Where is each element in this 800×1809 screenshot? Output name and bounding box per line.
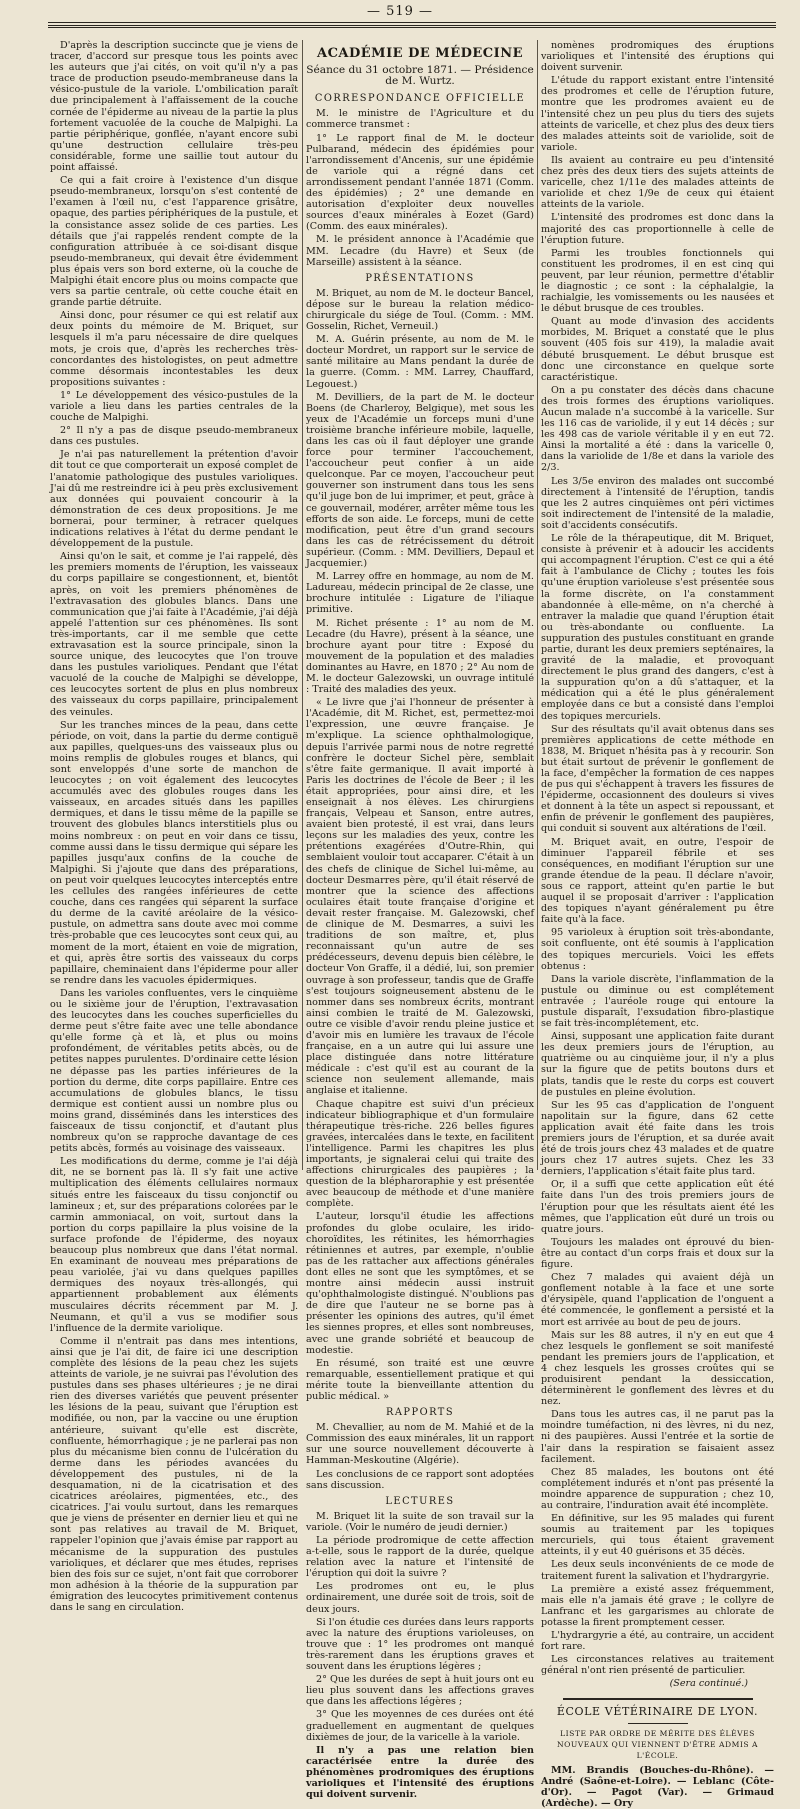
paragraph: 95 varioleux à éruption soit très-abondante, soit confluente, ont été soumis à l'application des topiques mercuriels. Voici les effets obtenus : <box>541 927 774 972</box>
paragraph: Les circonstances relatives au traitement général n'ont rien présenté de particulier. <box>541 1654 774 1677</box>
subheading-lectures: LECTURES <box>385 1495 455 1507</box>
paragraph: M. Briquet avait, en outre, l'espoir de diminuer l'appareil fébrile et ses conséquences, en modifiant l'éruption sur une grande étendue de la peau. Il déclare n'avoir, sous ce rapport, atteint qu'en partie le but auquel il se proposait d'arriver : l'application des topiques n'ayant généralement pu être faite qu'à la face. <box>541 836 774 926</box>
paragraph: Si l'on étudie ces durées dans leurs rapports avec la nature des éruptions varioleuses, on trouve que : 1° les prodromes ont manqué très-rarement dans les éruptions graves et souvent dans les éruptions légères ; <box>306 1616 534 1673</box>
paragraph: L'intensité des prodromes est donc dans la majorité des cas proportionnelle à celle de l'éruption future. <box>541 212 774 246</box>
paragraph: Mais sur les 88 autres, il n'y en eut que 4 chez lesquels le gonflement se soit manifesté pendant les premiers jours de l'application, et 4 chez lesquels les grosses croûtes qui se produisirent pendant la dessiccation, déterminèrent le gonflement des lèvres et du nez. <box>541 1329 774 1408</box>
paragraph: Ainsi, supposant une application faite durant les deux premiers jours de l'éruption, au quatrième ou au cinquième jour, il n'y a plus sur la figure que de petits boutons durs et plats, tandis que le reste du corps est couvert de pustules en pleine évolution. <box>541 1031 774 1098</box>
paragraph: Ils avaient au contraire eu peu d'intensité chez près des deux tiers des sujets atteints de varicelle, chez 1/11e des malades atteints de variolide et chez 1/9e de ceux qui étaient atteints de la variole. <box>541 154 774 211</box>
paragraph: M. Larrey offre en hommage, au nom de M. Ladureau, médecin principal de 2e classe, une brochure intitulée : Ligature de l'iliaque primitive. <box>306 571 534 616</box>
paragraph: Ainsi qu'on le sait, et comme je l'ai rappelé, dès les premiers moments de l'éruption, les vaisseaux du corps papillaire se congestionnent, et, bientôt après, on voit les premiers phénomènes de l'extravasation des globules blancs. Dans une communication que j'ai faite à l'Académie, j'ai déjà appelé l'attention sur ces phénomènes. Ils sont très-importants, car il me semble que cette extravasation est la source principale, sinon la source unique, des leucocytes que l'on trouve dans les pustules varioliques. Pendant que l'état vacuolé de la couche de Malpighi se développe, ces leucocytes sortent de plus en plus nombreux des vaisseaux du corps papillaire, principalement des veinules. <box>50 551 298 718</box>
paragraph: Toujours les malades ont éprouvé du bien-être au contact d'un corps frais et doux sur la figure. <box>541 1236 774 1271</box>
section-title: ACADÉMIE DE MÉDECINE <box>316 46 523 61</box>
paragraph: Dans les varioles confluentes, vers le cinquième ou le sixième jour de l'éruption, l'extravasation des leucocytes dans les couches superficielles du derme peut s'être faite avec une telle abondance qu'elle forme çà et là, et plus ou moins profondément, de véritables petits abcès, ou de petites nappes purulentes. D'ordinaire cette lésion ne dépasse pas les parties inférieures de la portion du derme, dite corps papillaire. Entre ces accumulations de globules blancs, le tissu dermique est contient aussi un nombre plus ou moins grand, disséminés dans les interstices des faisceaux de tissu conjonctif, et d'autant plus nombreux qu'on se rapproche davantage de ces petits abcès, formés au voisinage des vaisseaux. <box>50 987 298 1155</box>
paragraph: Sur les tranches minces de la peau, dans cette période, on voit, dans la partie du derme contiguë aux papilles, quelques-uns des vaisseaux plus ou moins remplis de globules rouges et blancs, qui sont enveloppés d'une sorte de manchon de leucocytes ; on voit également des leucocytes accumulés avec des globules rouges dans les vaisseaux, en arcades situés dans les papilles dermiques, et dans le tissu même de la papille se trouvent des globules blancs interstitiels plus ou moins nombreux : on peut en voir dans ce tissu, comme aussi dans le tissu dermique qui sépare les papilles jusqu'aux confins de la couche de Malpighi. Si j'ajoute que dans des préparations, on peut voir quelques leucocytes interceptés entre les cellules des rangées inférieures de cette couche, dans ces rangées qui séparent la surface du derme de la cavité aréolaire de la vésico-pustule, on admettra sans doute avec moi comme très-probable que ces leucocytes sont ceux qui, au moment de la mort, étaient en voie de migration, et qui, après être sortis des vaisseaux du corps papillaire, cheminaient dans l'épiderme pour aller se rendre dans les vacuoles épidermiques. <box>50 719 298 986</box>
school-title: ÉCOLE VÉTÉRINAIRE DE LYON. <box>556 1704 759 1718</box>
paragraph: M. le président annonce à l'Académie que MM. Lecadre (du Havre) et Seux (de Marseille) assistent à la séance. <box>306 234 534 268</box>
paragraph: Les modifications du derme, comme je l'ai déjà dit, ne se bornent pas là. Il s'y fait une active multiplication des éléments cellulaires normaux situés entre les faisceaux du tissu conjonctif ou lamineux ; et, sur des préparations colorées par le carmin ammoniacal, on voit, surtout dans la portion du corps papillaire la plus voisine de la surface profonde de l'épiderme, des noyaux beaucoup plus nombreux que dans l'état normal. En examinant de nouveau mes préparations de peau variolée, j'ai vu dans quelques papilles dermiques des noyaux très-allongés, qui appartiennent probablement aux éléments musculaires décrits récemment par M. J. Neumann, et qu'il a vus se modifier sous l'influence de la dermite variolique. <box>50 1156 298 1334</box>
subheading-presentations: PRÉSENTATIONS <box>365 272 475 284</box>
paragraph: M. Richet présente : 1° au nom de M. Lecadre (du Havre), présent à la séance, une brochure ayant pour titre : Exposé du mouvement de la population et des maladies dominantes au Havre, en 1870 ; 2° Au nom de M. le docteur Galezowski, un ouvrage intitulé : Traité des maladies des yeux. <box>306 617 534 696</box>
paragraph: M. A. Guérin présente, au nom de M. le docteur Mordret, un rapport sur le service de santé militaire au Mans pendant la durée de la guerre. (Comm. : MM. Larrey, Chauffard, Legouest.) <box>306 334 534 390</box>
paragraph: Or, il a suffi que cette application eût été faite dans l'un des trois premiers jours de l'éruption pour que les résultats aient été les mêmes, que l'application eût duré un trois ou quatre jours. <box>541 1179 774 1235</box>
paragraph: M. Chevallier, au nom de M. Mahié et de la Commission des eaux minérales, lit un rapport sur une source nouvellement découverte à Hamman-Meskoutine (Algérie). <box>306 1422 534 1467</box>
school-subtitle: LISTE PAR ORDRE DE MÉRITE DES ÉLÈVES NOUVEAUX QUI VIENNENT D'ÊTRE ADMIS A L'ÉCOLE. <box>557 1728 758 1760</box>
middle-column <box>306 40 534 1801</box>
paragraph: 3° Que les moyennes de ces durées ont été graduellement en augmentant de quelques dixièmes de jour, de la varicelle à la variole. <box>306 1709 534 1743</box>
paragraph: Les conclusions de ce rapport sont adoptées sans discussion. <box>306 1468 534 1491</box>
column-divider <box>537 40 538 1170</box>
title-rule <box>628 1723 688 1724</box>
paragraph: 1° Le développement des vésico-pustules de la variole a lieu dans les parties centrales de la couche de Malpighi. <box>50 389 298 424</box>
column-divider <box>302 40 303 1170</box>
paragraph: Ce qui a fait croire à l'existence d'un disque pseudo-membraneux, lorsqu'on s'est contenté de l'examen à l'œil nu, c'est l'apparence grisâtre, opaque, des parties périphériques de la pustule, et la consistance assez solide de ces parties. Les détails que j'ai rappelés rendent compte de la configuration attribuée à ce soi-disant disque pseudo-membraneux, qui devait être évidemment plus épais vers son bord externe, où la couche de Malpighi était encore plus ou moins compacte que vers sa partie centrale, où cette couche était en grande partie détruite. <box>50 175 299 309</box>
section-rule <box>563 1698 753 1700</box>
paragraph: L'auteur, lorsqu'il étudie les affections profondes du globe oculaire, les irido-choroïdites, les rétinites, les hémorrhagies rétiniennes et autres, par exemple, n'oublie pas de les rattacher aux affections générales dont elles ne sont que les symptômes, et se montre ainsi médecin aussi instruit qu'ophthalmologiste distingué. N'oublions pas de dire que l'auteur ne se borne pas à présenter les opinions des autres, qu'il émet les siennes propres, et elles sont nombreuses, avec une grande sobriété et beaucoup de modestie. <box>306 1211 534 1356</box>
paragraph: Chez 7 malades qui avaient déjà un gonflement notable à la face et une sorte d'érysipèle, quand l'application de l'onguent a été commencée, le gonflement a persisté et la mort est arrivée au bout de peu de jours. <box>541 1272 774 1328</box>
paragraph: 2° Il n'y a pas de disque pseudo-membraneux dans ces pustules. <box>50 425 298 448</box>
paragraph: D'après la description succincte que je viens de tracer, d'accord sur presque tous les points avec les auteurs que j'ai cités, on voit qu'il n'y a pas trace de production pseudo-membraneuse dans la vésico-pustule de la variole. L'ombilication paraît due principalement à l'affaissement de la couche cornée de l'épiderme au niveau de la partie la plus fortement vacuolée de la couche de Malpighi. La partie périphérique, gonflée, n'ayant encore subi qu'une destruction cellulaire très-peu considérable, forme une saillie tout autour du point affaissé. <box>50 40 298 174</box>
paragraph: Ainsi donc, pour résumer ce qui est relatif aux deux points du mémoire de M. Briquet, sur lesquels il m'a paru nécessaire de dire quelques mots, je crois que, d'après les recherches très-concordantes des histologistes, on peut admettre comme désormais incontestables les deux propositions suivantes : <box>50 310 298 388</box>
right-column <box>541 40 774 1809</box>
paragraph: Je n'ai pas naturellement la prétention d'avoir dit tout ce que comporterait un exposé complet de l'anatomie pathologique des pustules varioliques. J'ai dû me restreindre ici à peu près exclusivement aux données qui pouvaient concourir à la démonstration de ces deux propositions. Je me bornerai, pour terminer, à retracer quelques indications relatives à l'état du derme pendant le développement de la pustule. <box>50 449 298 550</box>
paragraph: Les 3/5e environ des malades ont succombé directement à l'intensité de l'éruption, tandis que les 2 autres cinquièmes ont péri victimes soit indirectement de l'intensité de la maladie, soit d'accidents consécutifs. <box>541 475 774 531</box>
paragraph: Chaque chapitre est suivi d'un précieux indicateur bibliographique et d'un formulaire thérapeutique très-riche. 226 belles figures gravées, intercalées dans le texte, en facilitent l'intelligence. Parmi les chapitres les plus importants, je signalerai celui qui traite des affections chirurgicales des paupières ; la question de la blépharoraphie y est présentée avec beaucoup de méthode et d'une manière complète. <box>306 1098 534 1210</box>
continued-note: (Sera continué.) <box>669 1678 748 1690</box>
paragraph: Sur des résultats qu'il avait obtenus dans ses premières applications de cette méthode en 1838, M. Briquet n'hésita pas à y recourir. Son but était surtout de prévenir le gonflement de la face, d'empêcher la formation de ces nappes de pus qui s'échappent à travers les fissures de l'épiderme, occasionnent des douleurs si vives et donnent à la tête un aspect si repoussant, et enfin de prévenir le gonflement des paupières, qui conduit si souvent aux altérations de l'œil. <box>541 723 774 835</box>
paragraph: Les prodromes ont eu, le plus ordinairement, une durée soit de trois, soit de deux jours. <box>306 1581 534 1615</box>
paragraph: Les deux seuls inconvénients de ce mode de traitement furent la salivation et l'hydrargyrie. <box>541 1559 774 1582</box>
paragraph: M. Devilliers, de la part de M. le docteur Boens (de Charleroy, Belgique), met sous les yeux de l'Académie un forceps muni d'une troisième branche inférieure mobile, laquelle, dans les cas où il faut déployer une grande force pour terminer l'accouchement, l'accoucheur peut confier à un aide quelconque. Par ce moyen, l'accoucheur peut gouverner son instrument dans tous les sens qu'il juge bon de lui imprimer, et peut, grâce à ce gouvernail, modérer, arrêter même tous les efforts de son aide. Le forceps, muni de cette modification, peut être d'un grand secours dans les cas de rétrécissement du détroit supérieur. (Comm. : MM. Devilliers, Depaul et Jacquemier.) <box>306 391 534 570</box>
paragraph: nomènes prodromiques des éruptions varioliques et l'intensité des éruptions qui doivent survenir. <box>541 40 774 74</box>
paragraph: Dans tous les autres cas, il ne parut pas la moindre tuméfaction, ni des lèvres, ni du nez, ni des paupières. Aussi l'entrée et la sortie de l'air dans la respiration se faisaient assez facilement. <box>541 1409 774 1465</box>
paragraph: Le rôle de la thérapeutique, dit M. Briquet, consiste à prévenir et à adoucir les accidents qui accompagnent l'éruption. C'est ce qui a été fait à l'ambulance de Clichy ; toutes les fois qu'une éruption varioleuse s'est présentée sous la forme discrète, on l'a constamment abandonnée à elle-même, on n'a cherché à entraver la maladie que quand l'éruption était ou très-abondante ou confluente. La suppuration des pustules constituant en grande partie, durant les deux premiers septénaires, la gravité de la maladie, et provoquant directement le plus grand des dangers, c'est à la suppuration qu'on a dû s'attaquer, et la médication qui a été le plus généralement employée dans ce but a consisté dans l'emploi des topiques mercuriels. <box>541 533 774 722</box>
paragraph: Chez 85 malades, les boutons ont été complétement indurés et n'ont pas présenté la moindre apparence de suppuration ; chez 10, au contraire, l'induration avait été incomplète. <box>541 1466 774 1511</box>
paragraph: « Le livre que j'ai l'honneur de présenter à l'Académie, dit M. Richet, est, permettez-moi l'expression, une œuvre française. Je m'explique. La science ophthalmologique, depuis l'arrivée parmi nous de notre regretté confrère le docteur Sichel père, semblait s'être faite germanique. Il avait importé à Paris les doctrines de l'école de Beer ; il les était appropriées, pour ainsi dire, et les enseignait à nos élèves. Les chirurgiens français, Velpeau et Sanson, entre autres, avaient bien protesté, il est vrai, dans leurs leçons sur les maladies des yeux, contre les prétentions exagérées d'Outre-Rhin, qui semblaient vouloir tout accaparer. C'était à un des chefs de clinique de Sichel lui-même, au docteur Desmarres père, qu'il était réservé de montrer que la science des affections oculaires était toute française d'origine et devait rester française. M. Galezowski, chef de clinique de M. Desmarres, a suivi les traditions de son maître, et, plus reconnaissant qu'un autre de ses prédécesseurs, devenu depuis bien célèbre, le docteur Von Graffe, il a dédié, lui, son premier ouvrage à son professeur, tandis que de Graffe s'est toujours soigneusement abstenu de le nommer dans ses nombreux écrits, montrant ainsi combien le traité de M. Galezowski, outre ce visible d'avoir rendu pleine justice et d'avoir mis en lumière les travaux de l'école française, en a un autre qui lui assure une place distinguée dans notre littérature médicale : c'est qu'il est au courant de la science non seulement allemande, mais anglaise et italienne. <box>306 697 534 1097</box>
left-column <box>50 40 299 1614</box>
subheading-reports: RAPPORTS <box>385 1407 455 1419</box>
paragraph: M. le ministre de l'Agriculture et du commerce transmet : <box>306 108 534 131</box>
paragraph: L'hydrargyrie a été, au contraire, un accident fort rare. <box>541 1630 774 1653</box>
paragraph: Comme il n'entrait pas dans mes intentions, ainsi que je l'ai dit, de faire ici une description complète des lésions de la peau chez les sujets atteints de variole, je ne suivrai pas l'évolution des pustules dans ses phases ultérieures ; je ne dirai rien des diverses variétés que peuvent présenter les lésions de la peau, suivant que l'éruption est modifiée, ou non, par la vaccine ou une éruption antérieure, suivant qu'elle est discrète, confluente, hémorrhagique ; je ne parlerai pas non plus du mécanisme bien connu de l'ulcération du derme dans les périodes avancées du développement des pustules, ni de la desquamation, ni de la cicatrisation et des cicatrices aréolaires, pigmentées, etc., des cicatrices. J'ai voulu surtout, dans les remarques que je viens de présenter en dernier lieu et qui ne sont pas relatives au travail de M. Briquet, rappeler l'opinion que j'avais émise par rapport au mécanisme de la suppuration des pustules varioliques, et déclarer que mes études, reprises bien des fois sur ce sujet, n'ont fait que corroborer mon adhésion à la théorie de la suppuration par émigration des leucocytes primitivement contenus dans le sang en circulation. <box>50 1335 298 1614</box>
header-rule <box>48 22 776 28</box>
paragraph: L'étude du rapport existant entre l'intensité des prodromes et celle de l'éruption future, montre que les prodromes avaient eu de l'intensité chez un peu plus du tiers des sujets atteints de varicelle, et chez plus des deux tiers des malades atteints soit de variolide, soit de variole. <box>541 75 774 153</box>
page-number: — 519 — <box>366 4 434 19</box>
paragraph: Parmi les troubles fonctionnels qui constituent les prodromes, il en est cinq qui peuvent, par leur réunion, permettre d'établir le diagnostic ; ce sont : la céphalalgie, la rachialgie, les vomissements ou les nausées et le début brusque de ces troubles. <box>541 247 774 315</box>
paragraph: En résumé, son traité est une œuvre remarquable, essentiellement pratique et qui mérite toute la bienveillante attention du public médical. » <box>306 1357 534 1402</box>
paragraph: Dans la variole discrète, l'inflammation de la pustule ou diminue ou est complétement entravée ; l'auréole rouge qui entoure la pustule disparaît, l'exsudation fibro-plastique se fait très-incomplétement, etc. <box>541 973 774 1030</box>
paragraph: En définitive, sur les 95 malades qui furent soumis au traitement par les topiques mercuriels, qui tous étaient gravement atteints, il y eut 40 guérisons et 35 décès. <box>541 1513 774 1558</box>
paragraph: Quant au mode d'invasion des accidents morbides, M. Briquet a constaté que le plus souvent (405 fois sur 419), la maladie avait débuté brusquement. Le début brusque est donc une circonstance en quelque sorte caractéristique. <box>541 316 774 383</box>
admitted-students-list: MM. Brandis (Bouches-du-Rhône). — André (Saône-et-Loire). — Leblanc (Côte-d'Or). — Pagot (Var). — Grimaud (Ardèche). — Ory <box>541 1764 774 1809</box>
paragraph: On a pu constater des décès dans chacune des trois formes des éruptions varioliques. Aucun malade n'a succombé à la varicelle. Sur les 116 cas de variolide, il y eut 14 décès ; sur les 498 cas de variole véritable il y en eut 72. Ainsi la mortalité a été : dans la varicelle 0, dans la variolide de 1/8e et dans la variole des 2/3. <box>541 384 774 474</box>
session-line: Séance du 31 octobre 1871. — Présidence de M. Wurtz. <box>306 64 534 88</box>
paragraph: M. Briquet lit la suite de son travail sur la variole. (Voir le numéro de jeudi dernier.) <box>306 1510 534 1533</box>
paragraph: 1° Le rapport final de M. le docteur Pulbarand, médecin des épidémies pour l'arrondissement d'Ancenis, sur une épidémie de variole qui a régné dans cet arrondissement pendant l'année 1871 (Comm. des épidémies) ; 2° une demande en autorisation d'exploiter deux nouvelles sources d'eaux minérales à Eozet (Gard) (Comm. des eaux minérales). <box>306 132 534 233</box>
paragraph: 2° Que les durées de sept à huit jours ont eu lieu plus souvent dans les affections graves que dans les affections légères ; <box>306 1674 534 1708</box>
paragraph: La première a existé assez fréquemment, mais elle n'a jamais été grave ; le collyre de Lanfranc et les gargarismes au chlorate de potasse la firent promptement cesser. <box>541 1583 774 1628</box>
paragraph: La période prodromique de cette affection a-t-elle, sous le rapport de la durée, quelque relation avec la nature et l'intensité de l'éruption qui doit la suivre ? <box>306 1535 534 1580</box>
paragraph: Sur les 95 cas d'application de l'onguent napolitain sur la figure, dans 62 cette application avait été faite dans les trois premiers jours de l'éruption, et sa durée avait été de trois jours chez 43 malades et de quatre jours chez 17 autres sujets. Chez les 33 derniers, l'application s'était faite plus tard. <box>541 1099 774 1178</box>
paragraph: Il n'y a pas une relation bien caractérisée entre la durée des phénomènes prodromiques des éruptions varioliques et l'intensité des éruptions qui doivent survenir. <box>306 1744 534 1801</box>
paragraph: M. Briquet, au nom de M. le docteur Bancel, dépose sur le bureau la relation médico-chirurgicale du siége de Toul. (Comm. : MM. Gosselin, Richet, Verneuil.) <box>306 287 534 333</box>
subheading-correspondence: CORRESPONDANCE OFFICIELLE <box>314 93 526 105</box>
